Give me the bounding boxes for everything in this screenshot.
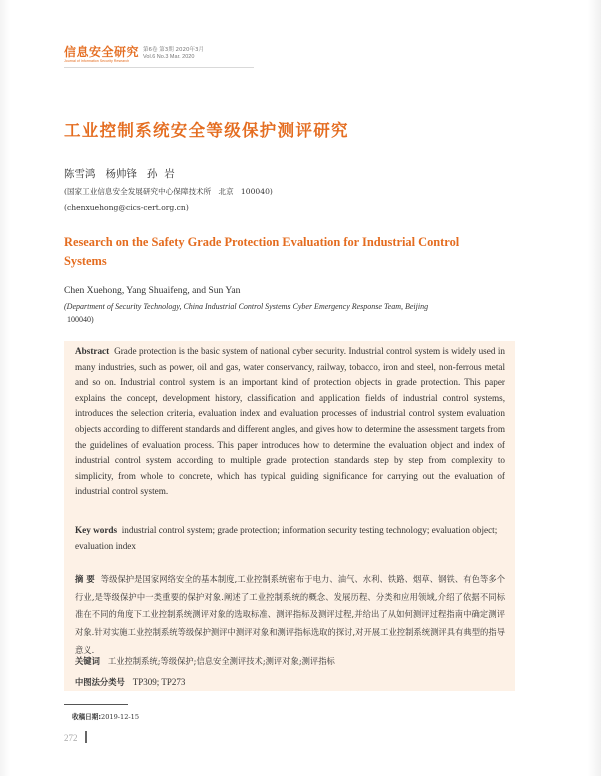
header-divider bbox=[64, 67, 254, 68]
journal-issue-en: Vol.6 No.3 Mar. 2020 bbox=[143, 54, 195, 60]
abstract-en-text: Grade protection is the basic system of national cyber security. Industrial control system is widely used in many industries, such as power, oil and gas, water conservancy, railway, tobacco, iron and steel, non-ferrous metal and so on. Industrial control system is an important kind of protection objects in grade protection. This paper explains the concept, development history, classification and application fields of industrial control systems, introduces the selection criteria, evaluation index and evaluation processes of industrial control system evaluation objects according to different standards and different angles, and gives how to determine the assessment targets from the guidelines of evaluation process. This paper introduces how to determine the evaluation object and index of industrial control system according to multiple grade protection standards step by step from complexity to simplicity, from whole to concrete, which has typical guiding significance for carrying out the evaluation of industrial control system. bbox=[75, 346, 506, 497]
abstract-cn-text: 等级保护是国家网络安全的基本制度,工业控制系统密布于电力、油气、水利、铁路、烟草、钢铁、有色等多个行业,是等级保护中一类重要的保护对象.阐述了工业控制系统的概念、发展历程、分类和应用领域,介绍了依据不同标准在不同的角度下工业控制系统测评对象的选取标准、测评指标及测评过程,并给出了从如何测评过程指南中确定测评对象.针对实施工业控制系统等级保护测评中测评对象和测评指标选取的探讨,对开展工业控制系统测评具有典型的指导意义. bbox=[75, 574, 505, 655]
affiliation-cn: (国家工业信息安全发展研究中心保障技术所 北京 100040) bbox=[64, 187, 273, 196]
affiliation-en: (Department of Security Technology, China Industrial Control Systems Cyber Emergency Response Team, Beijing bbox=[64, 302, 429, 311]
received-date-label: 收稿日期: bbox=[72, 713, 102, 721]
page-number: 272 bbox=[64, 733, 78, 743]
article-title-en: Research on the Safety Grade Protection Evaluation for Industrial Control Systems bbox=[64, 235, 460, 268]
article-title-cn: 工业控制系统安全等级保护测评研究 bbox=[64, 121, 349, 140]
received-date-value: 2019-12-15 bbox=[101, 713, 140, 721]
journal-name-cn: 信息安全研究 bbox=[64, 45, 140, 59]
journal-issue-cn: 第6卷 第3期 2020年3月 bbox=[143, 47, 205, 53]
classification-number bbox=[75, 676, 185, 688]
footnote-divider bbox=[64, 704, 128, 705]
affiliation-en-postcode: 100040) bbox=[67, 315, 94, 324]
authors-en: Chen Xuehong, Yang Shuaifeng, and Sun Yan bbox=[64, 285, 241, 296]
page-number-bar bbox=[85, 731, 87, 743]
keywords-en bbox=[75, 523, 505, 554]
abstract-cn-label: 摘 要 bbox=[75, 574, 95, 584]
abstract-en-label: Abstract bbox=[75, 346, 110, 356]
authors-cn: 陈雪鸿 杨帅锋 孙 岩 bbox=[64, 168, 175, 180]
abstract-en bbox=[75, 344, 505, 500]
keywords-en-text: industrial control system; grade protection; information security testing technology; evaluation object; evaluation index bbox=[75, 525, 498, 551]
keywords-cn bbox=[75, 655, 335, 667]
received-date bbox=[72, 711, 139, 721]
journal-name-en: Journal of Information Security Research bbox=[64, 59, 130, 63]
journal-logo bbox=[64, 46, 139, 64]
keywords-cn-text: 工业控制系统;等级保护;信息安全测评技术;测评对象;测评指标 bbox=[107, 656, 335, 666]
journal-header bbox=[64, 46, 204, 64]
keywords-en-label: Key words bbox=[75, 525, 118, 535]
classification-label: 中图法分类号 bbox=[75, 677, 125, 687]
author-email: (chenxuehong@cics-cert.org.cn) bbox=[64, 203, 189, 212]
journal-issue-info bbox=[143, 46, 204, 61]
keywords-cn-label: 关键词 bbox=[75, 656, 100, 666]
abstract-cn bbox=[75, 571, 505, 660]
classification-value: TP309; TP273 bbox=[132, 677, 186, 687]
